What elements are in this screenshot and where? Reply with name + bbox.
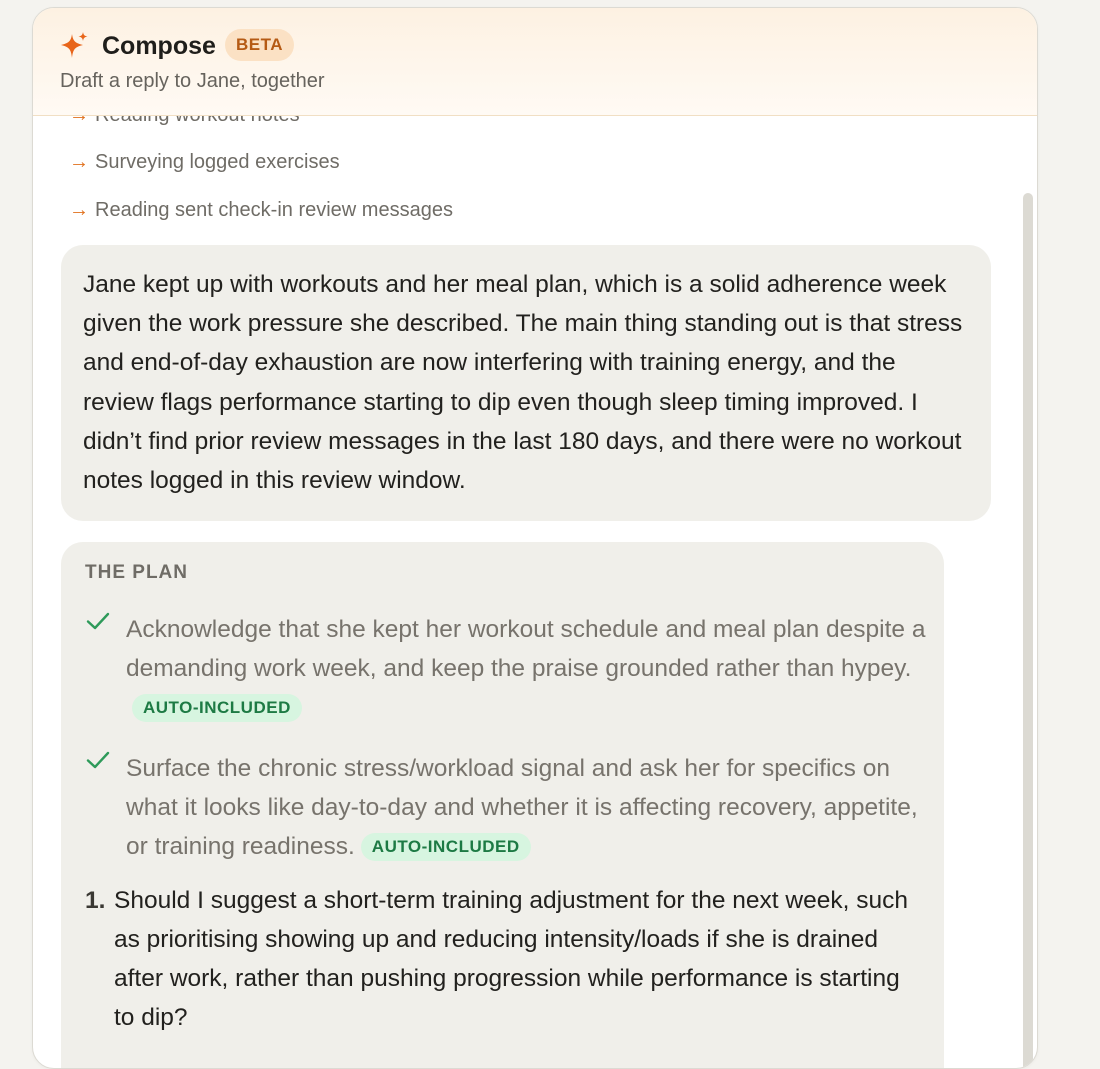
question-number: 1. [85, 887, 106, 914]
plan-item [126, 749, 926, 866]
plan-item [126, 610, 926, 727]
summary-bubble [61, 245, 991, 521]
compose-title: Compose [102, 32, 216, 60]
scrollbar[interactable] [1023, 193, 1033, 1069]
compose-subtitle: Draft a reply to Jane, together [60, 70, 325, 92]
check-icon [85, 608, 111, 634]
auto-included-badge: AUTO-INCLUDED [132, 694, 302, 722]
activity-label: Surveying logged exercises [95, 151, 340, 173]
question-text: Should I suggest a short-term training adjustment for the next week, such as prioritising showing up and reducing intensity/loads if she is drained after work, rather than pushing progression while performance is starting to dip? [114, 887, 908, 1031]
activity-label: Reading sent check-in review messages [95, 199, 453, 221]
compose-panel [32, 7, 1038, 1069]
plan-title: THE PLAN [85, 562, 188, 583]
compose-header [33, 8, 1037, 116]
plan-item-text: Surface the chronic stress/workload signal and ask her for specifics on what it looks like day-to-day and whether it is affecting recovery, appetite, or training readiness. [126, 755, 918, 860]
compose-scroll-area[interactable] [33, 8, 1037, 1068]
sparkle-icon [59, 31, 89, 61]
beta-badge: BETA [225, 29, 294, 61]
plan-card [61, 542, 944, 1069]
check-icon [85, 747, 111, 773]
activity-item [69, 197, 453, 223]
plan-item-text: Acknowledge that she kept her workout schedule and meal plan despite a demanding work week, and keep the praise grounded rather than hypey. [126, 616, 926, 682]
activity-item [69, 149, 340, 175]
arrow-right-icon: → [69, 151, 89, 173]
arrow-right-icon: → [69, 199, 89, 221]
plan-question[interactable] [85, 881, 925, 1037]
summary-text: Jane kept up with workouts and her meal plan, which is a solid adherence week given the work pressure she described. The main thing standing out is that stress and end-of-day exhaustion are now interfering with training energy, and the review flags performance starting to dip even though sleep timing improved. I didn’t find prior review messages in the last 180 days, and there were no workout notes logged in this review window. [83, 271, 963, 495]
auto-included-badge: AUTO-INCLUDED [361, 833, 531, 861]
